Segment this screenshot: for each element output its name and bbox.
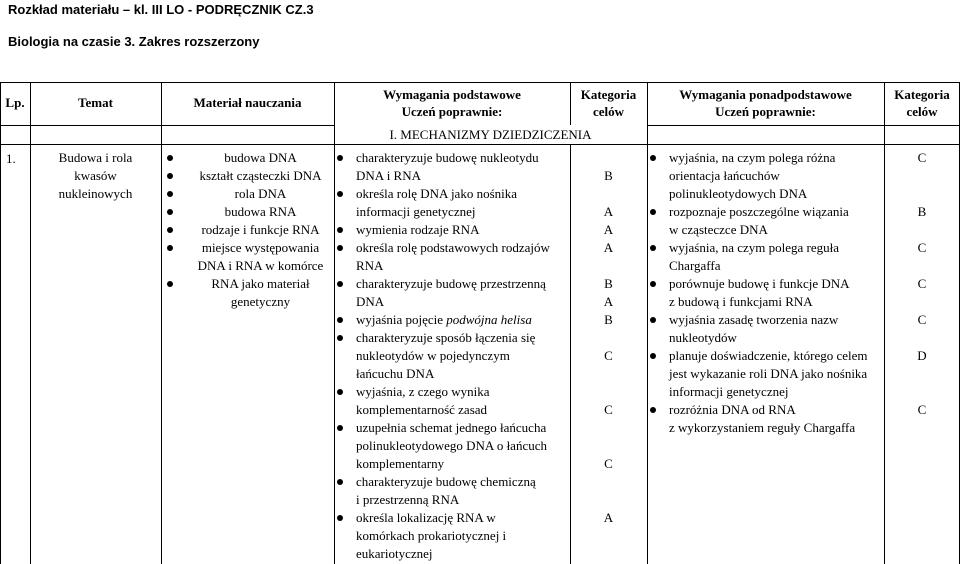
category-letter: B [604,276,613,291]
bullet-icon [167,209,173,215]
bullet-icon [650,155,656,161]
header-kategoria-1: Kategoria celów [580,87,637,119]
requirement-line: planuje doświadczenie, którego celem [669,348,868,363]
header-lp: Lp. [5,95,25,110]
category-letter: C [917,240,927,255]
material-item [161,185,334,203]
header-kategoria-2: Kategoria celów [894,87,950,119]
requirement-line: informacji genetycznej [669,384,789,399]
requirement-line: jest wykazanie roli DNA jako nośnika [669,366,868,381]
bullet-icon [167,281,173,287]
requirement-item [334,275,570,311]
material-item [161,239,334,275]
requirement-line: uzupełnia schemat jednego łańcucha [356,420,547,435]
material-item [161,203,334,221]
category-letter: A [603,294,614,309]
category-letter: C [604,402,613,417]
requirement-line: informacji genetycznej [356,204,476,219]
material-item-text: rodzaje i funkcje RNA [201,222,320,237]
requirement-line: wyjaśnia, na czym polega reguła [669,240,840,255]
topic-line: Budowa i rola [58,150,133,165]
requirement-line: określa rolę DNA jako nośnika [356,186,518,201]
requirement-line: eukariotycznej [356,546,433,561]
bullet-icon [650,317,656,323]
requirement-line: określa rolę podstawowych rodzajów [356,240,550,255]
requirement-item [334,311,570,329]
requirement-line: charakteryzuje budowę przestrzenną [356,276,546,291]
topic-line: nukleinowych [58,186,133,201]
category-letter: C [917,312,927,327]
category-letter: B [917,204,927,219]
requirement-line: z wykorzystaniem reguły Chargaffa [669,420,856,435]
category-letter: C [917,276,927,291]
requirement-line: orientacja łańcuchów [669,168,780,183]
bullet-icon [337,281,343,287]
requirement-item [334,473,570,509]
requirement-line: komórkach prokariotycznej i [356,528,507,543]
bullet-icon [337,479,343,485]
category-letter: A [603,222,614,237]
bullet-icon [650,245,656,251]
category-letter: A [603,510,614,525]
requirement-line: charakteryzuje budowę nukleotydu [356,150,539,165]
requirement-line: z budową i funkcjami RNA [669,294,813,309]
requirement-item [334,383,570,419]
bullet-icon [337,155,343,161]
material-item-text: budowa DNA [224,150,297,165]
bullet-icon [650,353,656,359]
category-letter: C [604,456,613,471]
requirement-line: polinukleotydowego DNA o łańcuch [356,438,547,453]
document-subtitle: Biologia na czasie 3. Zakres rozszerzony [8,34,260,49]
requirement-line: komplementarność zasad [356,402,488,417]
requirement-item [647,149,884,203]
row-number: 1. [6,151,16,166]
document-title: Rozkład materiału – kl. III LO - PODRĘCZNIK CZ.3 [8,2,314,17]
bullet-icon [650,407,656,413]
requirement-item [647,347,884,401]
material-item [161,167,334,185]
bullet-icon [337,389,343,395]
requirement-line: charakteryzuje budowę chemiczną [356,474,536,489]
topic-cell [30,149,161,203]
material-item [161,221,334,239]
material-item [161,149,334,167]
requirement-line: Chargaffa [669,258,721,273]
bullet-icon [337,227,343,233]
requirement-line: charakteryzuje sposób łączenia się [356,330,536,345]
requirement-line: określa lokalizację RNA w [356,510,496,525]
category-letter: A [603,204,614,219]
section-title: I. MECHANIZMY DZIEDZICZENIA [389,127,592,142]
requirement-line: nukleotydów [669,330,737,345]
material-item-text: kształt cząsteczki DNA [199,168,322,183]
requirement-term: podwójna helisa [446,312,532,327]
header-temat: Temat [78,95,113,110]
requirement-item [647,275,884,311]
curriculum-table [0,82,960,564]
bullet-icon [167,245,173,251]
bullet-icon [337,515,343,521]
requirement-line: RNA [356,258,384,273]
category-letter: C [604,348,613,363]
category-letter: B [604,168,613,183]
requirement-item [334,149,570,185]
requirement-item [334,329,570,383]
requirement-line: komplementarny [356,456,445,471]
requirement-line: wyjaśnia, z czego wynika [356,384,490,399]
requirement-line: DNA i RNA [356,168,422,183]
category-letter: B [604,312,613,327]
category-letter: A [603,240,614,255]
material-item [161,275,334,311]
bullet-icon [337,335,343,341]
bullet-icon [167,227,173,233]
requirement-line: wyjaśnia, na czym polega różna [669,150,836,165]
header-wymagania-podstawowe: Wymagania podstawowe Uczeń poprawnie: [383,87,521,119]
requirement-line: wyjaśnia zasadę tworzenia nazw [669,312,839,327]
basic-requirements-cell [334,149,570,563]
requirement-item [334,221,570,239]
bullet-icon [337,317,343,323]
requirement-line: w cząsteczce DNA [669,222,768,237]
category-letter: C [917,150,927,165]
requirement-line: rozpoznaje poszczególne wiązania [669,204,849,219]
requirement-item [647,239,884,275]
requirement-line: nukleotydów w pojedynczym [356,348,510,363]
requirement-line: polinukleotydowych DNA [669,186,808,201]
requirement-line: DNA [356,294,385,309]
bullet-icon [167,191,173,197]
requirement-line: rozróżnia DNA od RNA [669,402,796,417]
requirement-item [334,509,570,563]
header-wymagania-ponadpodstawowe: Wymagania ponadpodstawowe Uczeń poprawnie: [679,87,852,119]
bullet-icon [337,245,343,251]
requirement-item [647,311,884,347]
requirement-line: wyjaśnia pojęcie [356,312,447,327]
bullet-icon [650,209,656,215]
requirement-item [334,185,570,221]
bullet-icon [167,155,173,161]
material-item-text: miejsce występowania DNA i RNA w komórce [197,240,324,273]
material-item-text: rola DNA [234,186,287,201]
requirement-line: łańcuchu DNA [356,366,435,381]
requirement-line: wymienia rodzaje RNA [356,222,480,237]
bullet-icon [337,191,343,197]
category-letter: C [917,402,927,417]
material-cell [161,149,334,311]
extended-requirements-cell [647,149,884,437]
requirement-item [647,203,884,239]
requirement-line: porównuje budowę i funkcje DNA [669,276,850,291]
topic-line: kwasów [74,168,117,183]
requirement-item [647,401,884,437]
requirement-item [334,419,570,473]
bullet-icon [167,173,173,179]
material-item-text: budowa RNA [224,204,297,219]
requirement-line: i przestrzenną RNA [356,492,460,507]
material-item-text: RNA jako materiał genetyczny [211,276,310,309]
header-material: Materiał nauczania [193,95,302,110]
bullet-icon [337,425,343,431]
bullet-icon [650,281,656,287]
requirement-item [334,239,570,275]
category-letter: D [917,348,927,363]
